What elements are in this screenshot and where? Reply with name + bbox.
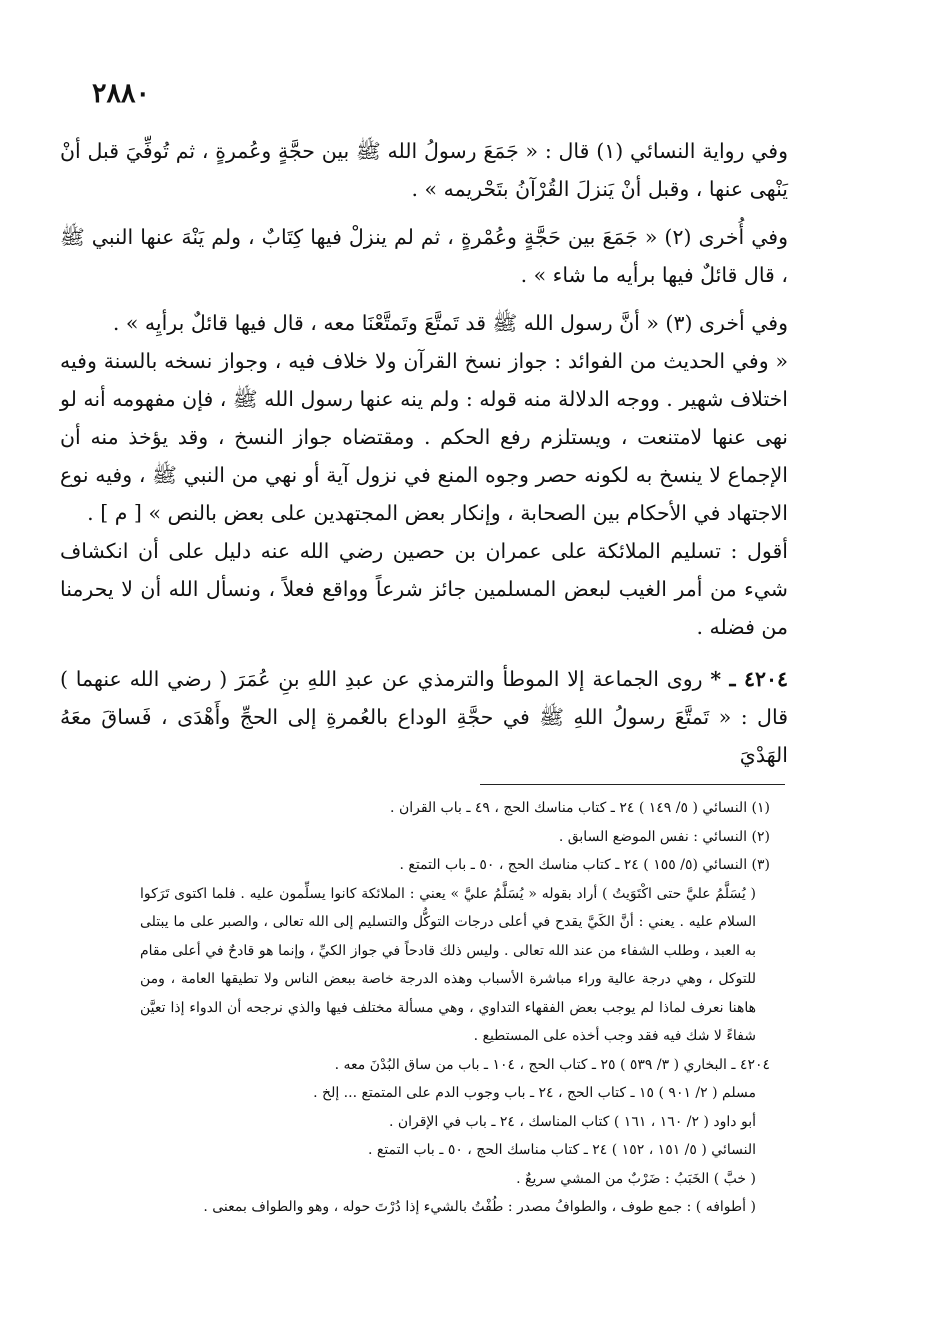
source-bukhari: ٤٢٠٤ ـ البخاري ( ٣/ ٥٣٩ ) ٢٥ ـ كتاب الحج ، ١٠٤ ـ باب من ساق البُدْنَ معه . [334,1056,770,1073]
source-muslim: مسلم ( ٢/ ٩٠١ ) ١٥ ـ كتاب الحج ، ٢٤ ـ باب وجوب الدم على المتمتع ... إلخ . [313,1085,756,1101]
main-text [60,132,788,774]
source-abu-dawud: أبو داود ( ٢/ ١٦٠ ، ١٦١ ) كتاب المناسك ، ٢٤ ـ باب في الإقران . [388,1113,756,1130]
footnote-separator [480,784,785,785]
footnote-1: (١) النسائي ( ٥/ ١٤٩ ) ٢٤ ـ كتاب مناسك الحج ، ٤٩ ـ باب القران . [390,800,770,816]
paragraph-nasai-narration: وفي رواية النسائي (١) قال : « جَمَعَ رسولُ الله ﷺ بين حجَّةٍ وعُمرةٍ ، ثم تُوفِّيَ قبل أنْ يَنْهى عنها ، وقبل أنْ يَنزلَ القُرْآنُ بتَحْريمه » . [60,139,789,201]
source-nasai: النسائي ( ٥/ ١٥١ ، ١٥٢ ) ٢٤ ـ كتاب مناسك الحج ، ٥٠ ـ باب التمتع . [367,1142,756,1158]
hadith-number: ٤٢٠٤ ـ * [710,667,788,691]
footnote-3: (٣) النسائي (٥/ ١٥٥ ) ٢٤ ـ كتاب مناسك الحج ، ٥٠ ـ باب التمتع . [399,857,770,873]
paragraph-another-narration-3: وفي أخرى (٣) « أنَّ رسول الله ﷺ قد تَمتَّعَ وتَمتَّعْنَا معه ، قال فيها قائلٌ برأيِه » . [112,311,788,335]
gloss-atwaf: ( أطوافه ) : جمع طوف ، والطوافُ مصدر : طُفْتُ بالشيء إذا دُرْتَ حوله ، وهو والطواف بمعنى . [203,1199,756,1215]
hadith-text: روى الجماعة إلا الموطأ والترمذي عن عبدِ اللهِ بنِ عُمَرَ ( رضي الله عنهما ) قال : « تَمتَّعَ رسولُ اللهِ ﷺ في حجَّةِ الوداع بالعُمرةِ إلى الحجِّ وأَهْدَى ، فَساقَ معَهُ الهَدْيَ [60,667,788,767]
paragraph-another-narration-2: وفي أُخرى (٢) « جَمَعَ بين حَجَّةٍ وعُمْرةٍ ، ثم لم ينزلْ فيها كِتَابٌ ، ولم يَنْهَ عنها النبي ﷺ ، قال قائلٌ فيها برأيه ما شاء » . [60,225,789,287]
gloss-khabab: ( خبَّ ) الخَبَبُ : ضَرْبٌ من المشي سريعٌ . [516,1170,756,1187]
footnote-2: (٢) النسائي : نفس الموضع السابق . [558,828,770,845]
page-number: ٢٨٨٠ [92,78,151,109]
gloss-cauterization: ( يُسَلَّمُ عليَّ حتى اكْتَوَيتُ ) أراد بقوله « يُسَلَّمُ عليَّ » يعني : الملائكة كانوا يسلِّمون عليه . فلما اكتوى تَرَكوا السلام عليه . يعني : أنَّ الكَيَّ يقدح في أعلى درجات التوكُّل والتسليم إلى الله تعالى ، والصبر على ما يبتلى به العبد ، وطلب الشفاء من عند الله تعالى . وليس ذلك قادحاً في جواز الكيِّ ، وإنما هو قادحٌ في أعلى مقام للتوكل ، وهي درجة عالية وراء مباشرة الأسباب وهذه الدرجة خاصة ببعض الناس ولا تطيقها العامة ، ومن هاهنا نعرف لماذا لم يوجب بعض الفقهاء التداوي ، وهي مسألة مختلف فيها والذي نرجحه أن الدواء إذا تعيَّن شفاءً لا شك فيه فقد وجب أخذه على المستطيع . [140,885,756,1044]
hadith-4204 [60,660,788,774]
paragraph-hadith-benefits: « وفي الحديث من الفوائد : جواز نسخ القرآن ولا خلاف فيه ، وجواز نسخه بالسنة وفيه اختلاف شهير . ووجه الدلالة منه قوله : ولم ينه عنها رسول الله ﷺ ، فإن مفهومه أنه لو نهى عنها لامتنعت ، ويستلزم رفع الحكم . ومقتضاه جواز النسخ ، وقد يؤخذ منه أن الإجماع لا ينسخ به لكونه حصر وجوه المنع في نزول آية أو نهي من النبي ﷺ ، وفيه نوع الاجتهاد في الأحكام بين الصحابة ، وإنكار بعض المجتهدين على بعض بالنص » [ م ] . [60,349,788,525]
paragraph-author-comment: أقول : تسليم الملائكة على عمران بن حصين رضي الله عنه دليل على أن انكشاف شيء من أمر الغيب لبعض المسلمين جائز شرعاً وواقع فعلاً ، ونسأل الله أن لا يحرمنا من فضله . [60,539,788,639]
footnotes [140,794,770,1222]
